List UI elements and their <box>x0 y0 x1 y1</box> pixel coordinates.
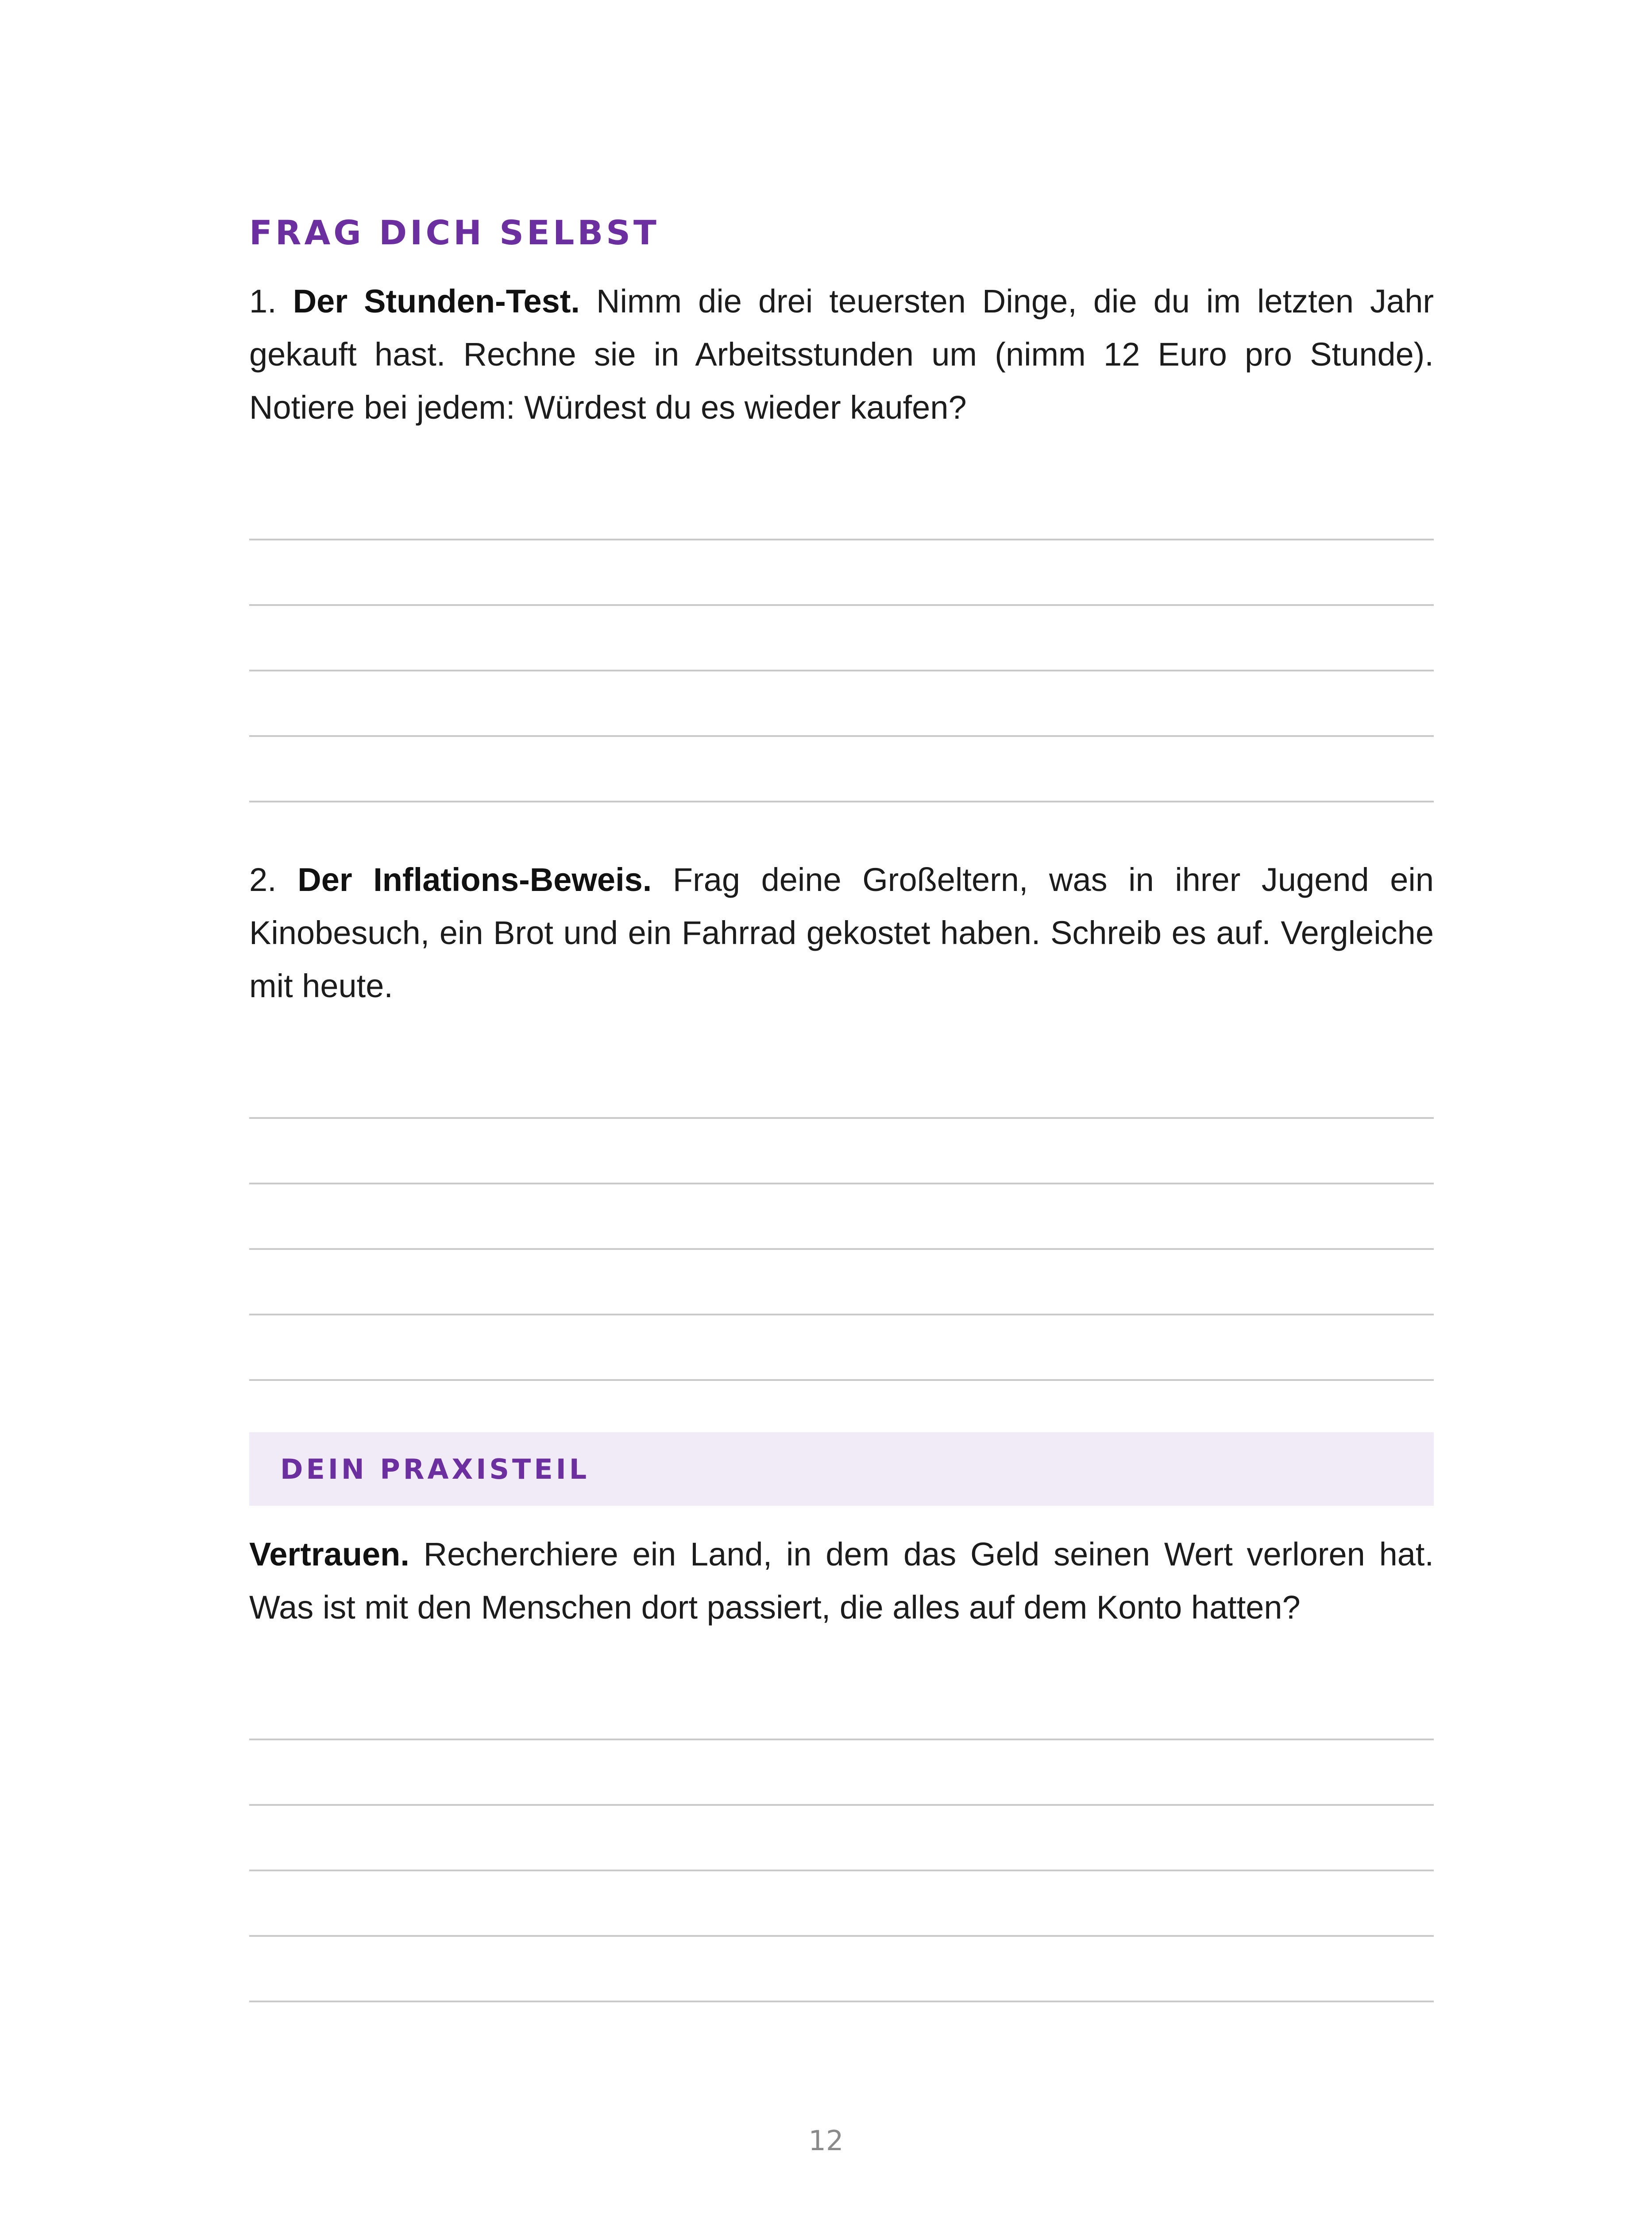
answer-line[interactable] <box>249 1806 1434 1871</box>
question-2-text: Frag deine Großeltern, was in ihrer Jugend ein Kinobesuch, ein Brot und ein Fahrrad gekostet haben. Schreib es auf. Vergleiche mit heute. <box>249 861 1434 1005</box>
page-content <box>249 212 1434 2002</box>
answer-line[interactable] <box>249 1315 1434 1381</box>
page-number: 12 <box>808 2124 844 2157</box>
answer-line[interactable] <box>249 1053 1434 1119</box>
answer-line[interactable] <box>249 1871 1434 1937</box>
question-2-number: 2. <box>249 861 277 898</box>
practice-text: Recherchiere ein Land, in dem das Geld seinen Wert verloren hat. Was ist mit den Menschen dort passiert, die alles auf dem Konto hatten? <box>249 1536 1434 1626</box>
answer-lines-3 <box>249 1675 1434 2002</box>
answer-lines-1 <box>249 475 1434 802</box>
practice-title: Vertrauen. <box>249 1536 409 1573</box>
answer-line[interactable] <box>249 540 1434 606</box>
question-1-title: Der Stunden-Test. <box>293 283 580 320</box>
section-heading: FRAG DICH SELBST <box>249 213 660 252</box>
answer-line[interactable] <box>249 671 1434 737</box>
question-2 <box>249 853 1434 1013</box>
practice-question <box>249 1528 1434 1634</box>
answer-line[interactable] <box>249 1675 1434 1740</box>
answer-line[interactable] <box>249 737 1434 802</box>
answer-line[interactable] <box>249 606 1434 671</box>
question-1-number: 1. <box>249 283 277 320</box>
question-1 <box>249 275 1434 434</box>
question-1-text: Nimm die drei teuersten Dinge, die du im letzten Jahr gekauft hast. Rechne sie in Arbeitsstunden um (nimm 12 Euro pro Stunde). Notiere bei jedem: Würdest du es wieder kaufen? <box>249 283 1434 426</box>
answer-line[interactable] <box>249 1119 1434 1184</box>
answer-line[interactable] <box>249 475 1434 540</box>
question-2-title: Der Inflations-Beweis. <box>297 861 652 898</box>
answer-line[interactable] <box>249 1740 1434 1806</box>
answer-line[interactable] <box>249 1937 1434 2002</box>
answer-line[interactable] <box>249 1250 1434 1315</box>
answer-line[interactable] <box>249 1184 1434 1250</box>
practice-section-banner <box>249 1432 1434 1506</box>
answer-lines-2 <box>249 1053 1434 1381</box>
practice-label: DEIN PRAXISTEIL <box>280 1453 590 1485</box>
